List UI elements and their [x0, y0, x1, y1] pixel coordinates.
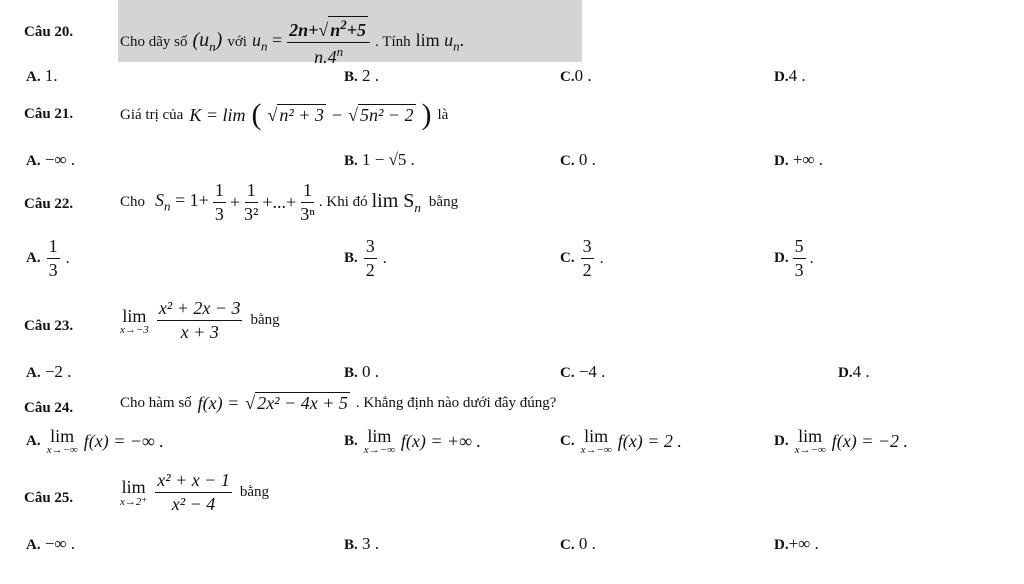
q23-lim-word: lim — [122, 305, 147, 326]
q20-option-b[interactable] — [344, 66, 379, 86]
q20-option-a-value: 1. — [44, 66, 58, 85]
q23-option-b-value: 0 . — [362, 362, 380, 381]
question-21-stem — [120, 98, 448, 132]
q23-option-a[interactable] — [26, 362, 71, 382]
question-22-number: Câu 22. — [24, 196, 74, 212]
q24-option-c-lim-word: lim — [584, 426, 609, 446]
q22-option-a-label: A. — [26, 250, 41, 266]
q21-expr: K = lim — [189, 104, 246, 125]
q22-plus: + — [229, 192, 240, 212]
question-25-stem — [120, 470, 269, 515]
q23-lim-sub: x→−3 — [120, 323, 149, 336]
q21-minus: − — [331, 104, 343, 125]
q25-option-b-label: B. — [344, 537, 358, 553]
q21-rad1-body: n² + 3 — [279, 105, 324, 125]
q23-option-b-label: B. — [344, 365, 358, 381]
q20-denominator — [314, 43, 343, 68]
q20-option-d-label: D. — [774, 69, 789, 85]
q22-frac1-den: 3 — [214, 204, 224, 224]
q24-option-d[interactable] — [774, 426, 908, 456]
q25-option-d-label: D. — [774, 537, 789, 553]
q22-lim-sub: n — [414, 199, 421, 215]
q21-rad2-body: 5n² − 2 — [359, 105, 414, 125]
q25-option-d[interactable] — [774, 534, 819, 554]
q25-option-c[interactable] — [560, 534, 596, 554]
q22-sn-sub: n — [164, 198, 171, 214]
q20-numer-a: 2n+ — [289, 20, 319, 40]
q21-option-b-value: 1 − √5 . — [362, 150, 415, 169]
q20-lim-sub: n — [453, 38, 460, 54]
q24-rad-body: 2x² − 4x + 5 — [257, 393, 348, 413]
q23-option-c[interactable] — [560, 362, 605, 382]
q20-dot: . — [459, 29, 465, 50]
q21-option-b-label: B. — [344, 153, 358, 169]
q21-option-d-value: +∞ . — [792, 150, 824, 169]
question-24-stem — [120, 392, 556, 414]
q21-option-d[interactable] — [774, 150, 823, 170]
q24-rad: √ 2x² − 4x + 5 — [245, 393, 348, 413]
q20-lhs — [252, 30, 282, 55]
q20-fraction — [287, 16, 370, 68]
question-20-stem — [120, 16, 464, 68]
q20-option-c[interactable] — [560, 66, 592, 86]
q22-option-c-tail: . — [599, 249, 604, 267]
q24-option-d-lim-sub: x→−∞ — [794, 444, 826, 456]
q22-option-c-num: 3 — [581, 236, 594, 259]
q21-option-a-value: −∞ . — [44, 150, 76, 169]
question-21-number: Câu 21. — [24, 106, 74, 122]
q22-option-a-num: 1 — [47, 236, 60, 259]
q20-text2: . Tính — [375, 33, 411, 50]
q25-lim — [120, 477, 147, 508]
q20-option-b-label: B. — [344, 69, 358, 85]
q20-seq-close: ) — [215, 29, 223, 51]
q23-lim — [120, 306, 149, 336]
q22-frac1-num: 1 — [213, 180, 226, 203]
q25-denominator: x² − 4 — [171, 494, 216, 514]
q22-option-d-label: D. — [774, 250, 789, 266]
q25-numerator: x² + x − 1 — [155, 470, 232, 493]
q24-option-b-label: B. — [344, 432, 358, 449]
q21-rad1: √ n² + 3 — [267, 105, 324, 125]
q25-option-a-label: A. — [26, 537, 41, 553]
q25-text2: bằng — [239, 484, 270, 500]
q22-option-a-frac — [47, 236, 60, 281]
q22-option-d[interactable] — [774, 236, 814, 281]
q22-option-d-frac — [793, 236, 806, 281]
q22-option-a[interactable] — [26, 236, 70, 281]
q20-with: với — [227, 33, 247, 50]
q20-eq: = — [271, 29, 283, 50]
q20-lhs-sub: n — [260, 38, 268, 54]
q24-option-b-lim-sub: x→−∞ — [363, 444, 395, 456]
q23-option-c-value: −4 . — [578, 362, 606, 381]
q25-option-d-value: +∞ . — [788, 534, 819, 553]
q20-option-b-value: 2 . — [362, 66, 380, 85]
q22-option-b-tail: . — [382, 249, 387, 267]
q22-sn — [155, 190, 209, 215]
q23-numerator: x² + 2x − 3 — [157, 298, 243, 321]
q23-option-a-label: A. — [26, 365, 41, 381]
q23-fraction — [157, 298, 243, 343]
q22-sn-rest: = 1+ — [175, 190, 209, 211]
q22-option-d-tail: . — [809, 249, 814, 267]
q25-option-b-value: 3 . — [362, 534, 380, 553]
q20-numerator: 2n+√ $n^2+5$ — [287, 16, 370, 43]
q21-rad2: √ 5n² − 2 — [348, 105, 414, 125]
q24-option-c-label: C. — [560, 432, 575, 449]
q20-option-c-label: C. — [560, 69, 575, 85]
q20-lim-word: lim — [415, 29, 440, 50]
q24-option-a-lim-sub: x→−∞ — [46, 444, 78, 456]
q21-text2: là — [437, 106, 449, 123]
q22-frac1 — [213, 180, 226, 225]
q23-denominator: x + 3 — [180, 322, 219, 342]
q22-frac2-num: 1 — [245, 180, 258, 203]
q25-option-b[interactable] — [344, 534, 379, 554]
q20-option-d-value: 4 . — [788, 66, 806, 85]
q24-option-d-lim — [795, 426, 826, 456]
q22-dots: +...+ — [262, 192, 297, 212]
q25-lim-sub: x→2⁺ — [120, 496, 148, 508]
q24-option-b-lim-word: lim — [367, 426, 392, 446]
q24-option-c-rest: f(x) = 2 . — [617, 430, 682, 451]
q20-lim — [416, 30, 465, 55]
q24-option-d-lim-word: lim — [798, 426, 823, 446]
q21-option-c-label: C. — [560, 153, 575, 169]
q24-option-a[interactable] — [26, 426, 164, 456]
q25-fraction — [155, 470, 232, 515]
q24-option-c[interactable] — [560, 426, 682, 456]
q22-option-b[interactable] — [344, 236, 387, 281]
q20-denom: n.4 — [314, 47, 337, 67]
q22-option-a-den: 3 — [48, 260, 58, 280]
q22-sn-var: S — [155, 190, 165, 211]
question-22-stem — [120, 180, 458, 225]
q20-option-d[interactable] — [774, 66, 806, 86]
q24-option-b[interactable] — [344, 426, 481, 456]
q25-option-a-value: −∞ . — [44, 534, 76, 553]
question-20-number: Câu 20. — [24, 24, 74, 40]
q23-option-d[interactable] — [838, 362, 870, 382]
q21-paren-close: ) — [421, 98, 432, 131]
q23-option-c-label: C. — [560, 365, 575, 381]
q20-lhs-var: u — [251, 29, 261, 50]
q21-option-c[interactable] — [560, 150, 596, 170]
q24-option-a-rest: f(x) = −∞ . — [83, 430, 164, 451]
q21-text1: Giá trị của — [120, 106, 184, 123]
q22-frac3 — [300, 180, 315, 225]
q20-text1: Cho dãy số — [120, 33, 188, 50]
q23-option-a-value: −2 . — [44, 362, 72, 381]
q24-option-d-rest: f(x) = −2 . — [831, 430, 909, 451]
q22-option-b-frac — [364, 236, 377, 281]
q22-frac3-den: 3ⁿ — [300, 204, 315, 224]
question-24-number: Câu 24. — [24, 400, 74, 416]
q22-text1: Cho — [120, 194, 146, 210]
q22-lim — [372, 190, 421, 216]
q21-paren-open: ( — [251, 98, 262, 131]
q24-option-d-label: D. — [774, 432, 789, 449]
q22-frac2 — [244, 180, 258, 225]
q23-option-d-value: 4 . — [852, 362, 870, 381]
q21-option-a[interactable] — [26, 150, 75, 170]
q22-option-b-den: 2 — [365, 260, 375, 280]
q22-option-d-num: 5 — [793, 236, 806, 259]
q24-option-b-rest: f(x) = +∞ . — [400, 430, 482, 451]
q20-numer-b: n — [330, 20, 341, 40]
q22-option-a-tail: . — [65, 249, 70, 267]
q23-text2: bằng — [250, 312, 280, 328]
q22-lim-word: lim S — [371, 189, 415, 212]
q20-seq-open: (u — [192, 29, 210, 51]
question-23-number: Câu 23. — [24, 318, 74, 334]
question-23-stem — [120, 298, 280, 343]
q22-text2: . Khi đó — [318, 194, 368, 210]
q22-frac3-num: 1 — [301, 180, 314, 203]
q24-text1: Cho hàm số — [120, 394, 192, 411]
q20-lim-var: u — [444, 29, 454, 50]
q24-option-a-lim — [47, 426, 78, 456]
question-25-number: Câu 25. — [24, 490, 74, 506]
q23-option-d-label: D. — [838, 365, 853, 381]
q24-option-c-lim — [581, 426, 612, 456]
q22-option-c-label: C. — [560, 250, 575, 266]
q25-option-c-label: C. — [560, 537, 575, 553]
q20-seq — [193, 29, 223, 55]
q22-option-c[interactable] — [560, 236, 604, 281]
q24-option-c-lim-sub: x→−∞ — [580, 444, 612, 456]
q22-option-d-den: 3 — [794, 260, 804, 280]
q22-text3: bằng — [428, 194, 459, 210]
q24-text2: . Khẳng định nào dưới đây đúng? — [355, 394, 557, 411]
q20-option-a[interactable] — [26, 66, 58, 86]
q22-option-c-den: 2 — [582, 260, 592, 280]
q24-option-a-lim-word: lim — [50, 426, 75, 446]
q21-option-b[interactable] — [344, 150, 415, 170]
q20-denom-sup: n — [336, 44, 344, 59]
q23-option-b[interactable] — [344, 362, 379, 382]
q20-numer-c: +5 — [346, 20, 367, 40]
q25-option-c-value: 0 . — [578, 534, 596, 553]
q24-option-b-lim — [364, 426, 395, 456]
q20-option-a-label: A. — [26, 69, 41, 85]
q22-option-b-label: B. — [344, 250, 358, 266]
q21-option-a-label: A. — [26, 153, 41, 169]
q25-option-a[interactable] — [26, 534, 75, 554]
q22-frac2-den: 3² — [243, 204, 259, 224]
q25-lim-word: lim — [121, 477, 146, 497]
q24-expr: f(x) = — [197, 392, 240, 413]
q22-option-b-num: 3 — [364, 236, 377, 259]
q22-option-c-frac — [581, 236, 594, 281]
q20-option-c-value: 0 . — [574, 66, 592, 85]
q20-seq-sub: n — [209, 39, 216, 54]
q24-option-a-label: A. — [26, 432, 41, 449]
q21-option-c-value: 0 . — [578, 150, 596, 169]
q21-option-d-label: D. — [774, 153, 789, 169]
